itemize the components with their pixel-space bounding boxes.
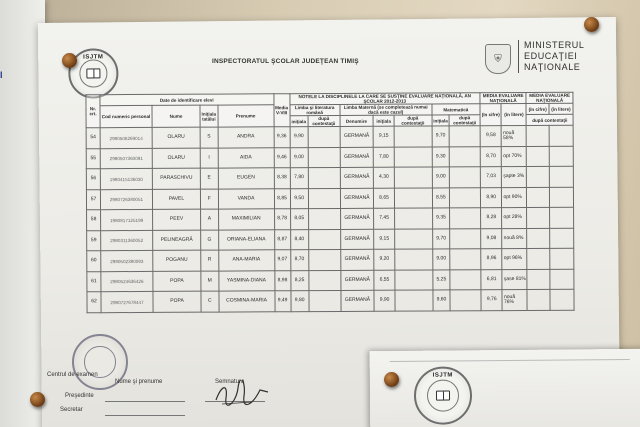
cell-empty: [550, 290, 574, 311]
sub-mat-contest: după contestaţii: [394, 115, 432, 126]
cell-prenume: ANA-MARIA: [218, 250, 274, 271]
col-nr: Nr. crt.: [86, 95, 100, 128]
cell-cnp: 2980726380051: [100, 189, 152, 210]
cell-limba: GERMANĂ: [340, 147, 374, 168]
cell-ini: I: [200, 148, 218, 169]
cell-rom: 8,05: [290, 209, 308, 230]
cell-empty: [549, 187, 573, 208]
col-nume: Nume: [152, 105, 200, 127]
pushpin-icon: [30, 392, 45, 407]
col-prenume: Prenume: [218, 105, 274, 127]
cell-prenume: VANDA: [218, 189, 274, 210]
cell-media: 8,78: [274, 209, 290, 230]
cell-ini: A: [201, 209, 219, 230]
cell-mat: 9,70: [432, 126, 450, 147]
cell-cnp: 2980502380093: [101, 251, 153, 272]
cell-empty: [394, 167, 432, 188]
cell-media: 8,87: [274, 229, 290, 250]
cell-media: 9,36: [274, 127, 290, 148]
stamp-label: ISJTM: [83, 54, 104, 61]
cell-media: 8,85: [274, 188, 290, 209]
cell-prenume: ORIANA-ELIANA: [218, 230, 274, 251]
cell-empty: [450, 228, 481, 249]
cell-litere: şase 81%: [502, 269, 527, 290]
cell-empty: [450, 187, 481, 208]
cell-ini: G: [201, 230, 219, 251]
cell-empty: [527, 126, 550, 147]
cell-cnp: 1980415136030: [100, 169, 152, 190]
isj-logo-stamp-bottom: [414, 366, 473, 425]
exam-center-label: Centrul de examen: [47, 372, 98, 378]
cell-limba: GERMANĂ: [340, 209, 374, 230]
col-initiala: Iniţiala tatălui: [200, 105, 218, 127]
cell-mat: 9,00: [432, 167, 450, 188]
cell-nr: 62: [87, 292, 101, 313]
cell-litere: opt 70%: [502, 146, 527, 167]
cell-rom: 8,25: [290, 270, 308, 291]
cell-empty: [394, 208, 432, 229]
cell-empty: [308, 250, 340, 271]
cell-nume: PAVEL: [152, 189, 200, 210]
cell-prenume: ANDRA: [218, 127, 274, 148]
cell-empty: [550, 269, 574, 290]
cell-cnp: 2980311360052: [101, 230, 153, 251]
cell-litere: nouă 8%: [502, 228, 527, 249]
cell-mat: 9,00: [432, 249, 450, 270]
col-materna: Limba Maternă (se completează numai dacă este cazul): [340, 104, 432, 116]
cell-mat_lb: 8,65: [374, 188, 395, 209]
cell-nr: 57: [86, 189, 100, 210]
cell-mat_lb: 9,20: [374, 249, 395, 270]
cell-media: 9,49: [275, 291, 291, 312]
cell-empty: [450, 208, 481, 229]
group-notes: NOTELE LA DISCIPLINELE LA CARE SE SUSŢINE EVALUARE NAŢIONALĂ, AN ŞCOLAR 2012-2013: [290, 93, 480, 105]
grades-table: [85, 92, 574, 313]
cell-rom: 9,50: [290, 188, 308, 209]
cell-empty: [450, 290, 481, 311]
cell-media: 8,38: [274, 168, 290, 189]
cell-nr: 56: [86, 169, 100, 190]
cell-empty: [527, 228, 550, 249]
book-icon: [86, 68, 100, 78]
cell-nr: 61: [87, 271, 101, 292]
sub-mat-initiala: iniţiala: [373, 115, 394, 126]
cell-ini: F: [200, 189, 218, 210]
cell-nume: PEEV: [153, 209, 201, 230]
cell-limba: GERMANĂ: [341, 291, 375, 312]
cell-mat_lb: 9,15: [373, 126, 394, 147]
bottom-paper-sheet: [370, 349, 640, 427]
sub-rom-contest: după contestaţii: [308, 116, 340, 127]
col-cnp: Cod numeric personal: [100, 106, 152, 128]
cell-mat: 9,70: [432, 229, 450, 250]
group-identification: Date de identificare elevi: [100, 94, 274, 106]
cell-litere: opt 28%: [502, 208, 527, 229]
cell-cifre: 9,76: [481, 290, 503, 311]
cell-litere: opt 96%: [502, 249, 527, 270]
ministry-line-3: NAŢIONALE: [524, 62, 581, 72]
handwritten-signature: [212, 380, 272, 408]
cell-empty: [527, 146, 550, 167]
cell-empty: [395, 270, 433, 291]
table-row: [87, 290, 574, 313]
cell-empty: [527, 187, 550, 208]
sub-math-initiala: iniţiala: [432, 115, 450, 126]
cell-media: 9,07: [274, 250, 290, 271]
cell-prenume: MAXIMILIAN: [218, 209, 274, 230]
cell-mat_lb: 7,45: [374, 208, 395, 229]
cell-empty: [527, 269, 550, 290]
cell-nume: PELINEAGRĂ: [153, 230, 201, 251]
cell-cifre: 8,28: [481, 208, 503, 229]
inspectorate-title: INSPECTORATUL ŞCOLAR JUDEŢEAN TIMIŞ: [212, 58, 359, 65]
cell-mat_lb: 9,15: [374, 229, 395, 250]
table-row: [87, 269, 574, 292]
cell-empty: [309, 270, 341, 291]
bottom-stamp-label: ISJTM: [432, 372, 453, 379]
table-row: [87, 249, 574, 272]
cell-prenume: COSMINA-MARIA: [219, 291, 275, 312]
sub-math-contest: după contestaţii: [449, 115, 480, 126]
cell-nr: 58: [87, 210, 101, 231]
cell-ini: S: [200, 127, 218, 148]
cell-litere: nouă 76%: [502, 290, 527, 311]
ministry-line-2: EDUCAŢIEI: [524, 51, 578, 61]
cell-ini: E: [200, 168, 218, 189]
cell-cifre: 6,81: [481, 269, 503, 290]
table-row: [87, 228, 574, 251]
cell-rom: 8,40: [290, 229, 308, 250]
cell-mat_lb: 9,90: [374, 290, 395, 311]
cell-limba: GERMANĂ: [340, 168, 374, 189]
table-row: [86, 187, 573, 210]
cell-ini: R: [201, 250, 219, 271]
cell-empty: [449, 126, 480, 147]
cell-cifre: 8,96: [481, 249, 503, 270]
cell-empty: [527, 208, 550, 229]
cell-empty: [450, 249, 481, 270]
name-label: Nume şi prenume: [115, 379, 163, 385]
secretary-label: Secretar: [60, 407, 83, 413]
cell-limba: GERMANĂ: [340, 188, 374, 209]
cell-empty: [527, 249, 550, 270]
cell-nr: 60: [87, 251, 101, 272]
cell-empty: [308, 168, 340, 189]
cell-empty: [450, 269, 481, 290]
cell-empty: [308, 229, 340, 250]
cell-rom: 9,00: [290, 147, 308, 168]
cell-nume: PARASCHIVU: [152, 168, 200, 189]
cell-mat_lb: 7,80: [373, 147, 394, 168]
cell-nr: 59: [87, 230, 101, 251]
sub-denumire: Denumire: [340, 115, 373, 126]
cell-cifre: 8,90: [480, 187, 502, 208]
col-media: Media V-VIII: [273, 94, 289, 127]
cell-empty: [550, 228, 574, 249]
cell-nume: POPA: [153, 271, 201, 292]
pushpin-icon: [384, 372, 399, 387]
cell-empty: [394, 147, 432, 168]
cell-media: 9,46: [274, 147, 290, 168]
president-label: Preşedinte: [65, 393, 94, 399]
col-litere-2: (în litere): [549, 103, 573, 114]
cell-mat: 5,25: [433, 270, 451, 291]
cell-empty: [549, 167, 573, 188]
cell-prenume: YASMINA-DIANA: [218, 271, 274, 292]
cell-nume: POGANU: [153, 250, 201, 271]
cell-empty: [308, 127, 340, 148]
table-row: [86, 167, 573, 190]
book-icon-frame: [79, 60, 107, 88]
cell-nr: 54: [86, 128, 100, 149]
group-avg-literal: MEDIA EVALUARE NAŢIONALĂ: [526, 92, 573, 103]
cell-litere: nouă 58%: [502, 126, 527, 147]
cell-ini: M: [201, 271, 219, 292]
cell-cifre: 9,08: [481, 228, 503, 249]
cell-mat: 9,30: [432, 147, 450, 168]
cell-litere: şapte 3%: [502, 167, 527, 188]
cell-mat_lb: 6,55: [374, 270, 395, 291]
cell-limba: GERMANĂ: [340, 250, 374, 271]
cell-cnp: 2980506269014: [100, 128, 152, 149]
cell-empty: [527, 290, 550, 311]
table-row: [86, 146, 573, 169]
cell-cnp: 1980817125199: [101, 210, 153, 231]
cell-empty: [308, 209, 340, 230]
coat-of-arms-icon: ⛨: [485, 44, 511, 74]
cell-mat_lb: 4,30: [373, 167, 394, 188]
left-sheet-mark: I: [0, 70, 3, 80]
cell-media: 8,98: [274, 270, 290, 291]
signature-label: Semnatura: [215, 379, 245, 385]
cell-cifre: 9,58: [480, 126, 502, 147]
cell-empty: [395, 229, 433, 250]
ministry-name: [518, 40, 585, 73]
cell-cnp: 2980727678447: [101, 292, 153, 313]
ministry-line-1: MINISTERUL: [524, 40, 585, 50]
cell-mat: 8,55: [432, 188, 450, 209]
cell-ini: C: [201, 291, 219, 312]
cell-empty: [550, 249, 574, 270]
cell-rom: 9,80: [291, 291, 309, 312]
cell-cifre: 8,70: [480, 146, 502, 167]
cell-limba: GERMANĂ: [340, 229, 374, 250]
cell-nr: 55: [86, 148, 100, 169]
cell-rom: 7,80: [290, 168, 308, 189]
cell-limba: GERMANĂ: [341, 270, 375, 291]
cell-empty: [449, 146, 480, 167]
cell-empty: [395, 290, 433, 311]
col-matematica: Matematică: [432, 104, 480, 115]
cell-limba: GERMANĂ: [340, 127, 374, 148]
pushpin-icon: [584, 17, 599, 32]
col-romana: Limba şi literatura română: [290, 105, 340, 116]
cell-empty: [394, 188, 432, 209]
cell-prenume: AIDA: [218, 148, 274, 169]
secretary-line: [105, 415, 185, 416]
book-icon-frame-bottom: [427, 379, 460, 412]
cell-rom: 8,70: [290, 250, 308, 271]
cell-nume: OLARU: [152, 148, 200, 169]
cell-nume: POPA: [153, 291, 201, 312]
book-icon-bottom: [436, 391, 450, 401]
cell-empty: [527, 167, 550, 188]
cell-empty: [395, 249, 433, 270]
cell-empty: [549, 126, 573, 147]
cell-mat: 9,35: [432, 208, 450, 229]
col-litere: (în litere): [501, 104, 526, 126]
bottom-sheet-rule: [390, 359, 630, 362]
sub-rom-initiala: iniţiala: [290, 116, 308, 127]
cell-empty: [394, 126, 432, 147]
cell-cifre: 7,03: [480, 167, 502, 188]
pushpin-icon: [62, 53, 77, 68]
cell-litere: opt 90%: [502, 187, 527, 208]
col-cifre: (în cifre): [480, 104, 502, 126]
cell-cnp: 2980507360091: [100, 148, 152, 169]
cell-rom: 9,90: [290, 127, 308, 148]
table-row: [86, 126, 573, 149]
cell-prenume: EUGEN: [218, 168, 274, 189]
cell-empty: [549, 208, 573, 229]
cell-nume: OLARU: [152, 127, 200, 148]
group-avg: MEDIA EVALUARE NAŢIONALĂ: [480, 92, 527, 103]
cell-empty: [308, 147, 340, 168]
col-cifre-2: (în cifre): [526, 103, 548, 114]
president-line: [105, 401, 185, 402]
cell-empty: [450, 167, 481, 188]
table-row: [87, 208, 574, 231]
cell-mat: 9,60: [433, 290, 451, 311]
cell-empty: [308, 188, 340, 209]
cell-empty: [309, 291, 341, 312]
cell-cnp: 2980524636426: [101, 271, 153, 292]
sub-avg-contest: după contestaţii: [526, 114, 573, 125]
cell-empty: [549, 146, 573, 167]
